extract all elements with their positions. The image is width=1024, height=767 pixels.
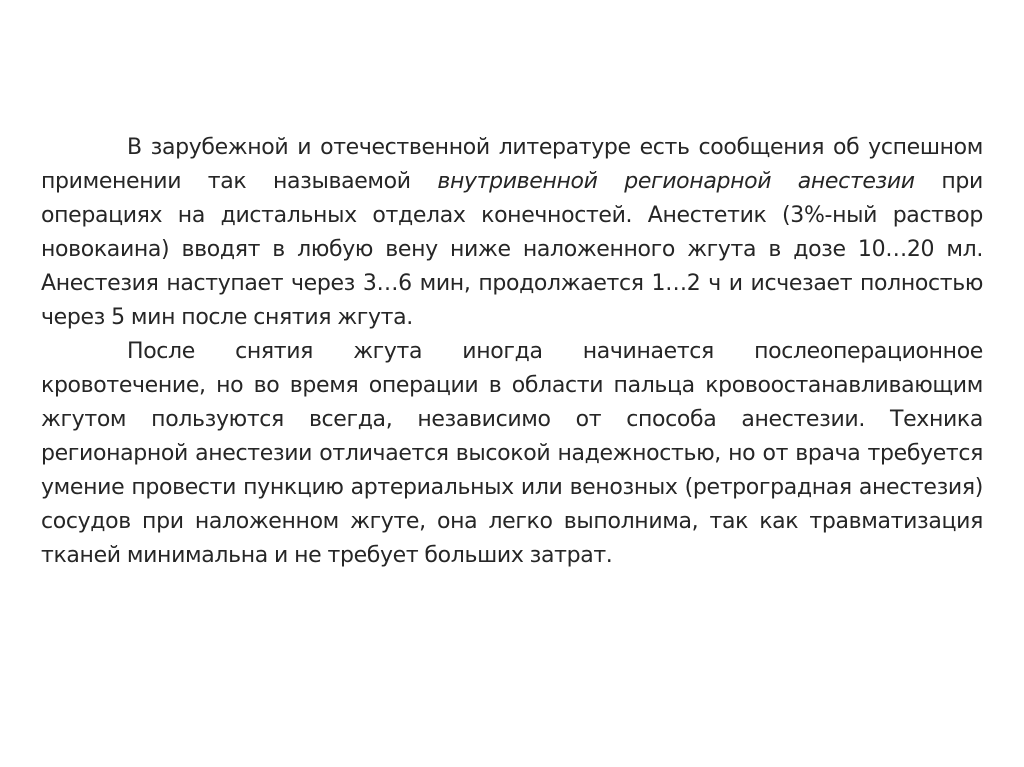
paragraph-1 [41,131,983,335]
body-text [41,131,983,573]
paragraph-2: После снятия жгута иногда начинается послеоперационное кровотечение, но во время операции в области пальца кровоостанавливающим жгутом пользуются всегда, независимо от способа анестезии. Техника регионарной анестезии отличается высокой надежностью, но от врача требуется умение провести пункцию артериальных или венозных (ретроградная анестезия) сосудов при наложенном жгуте, она легко выполнима, так как травматизация тканей минимальна и не требует больших затрат. [41,339,983,568]
paragraph-1-lead: В зарубежной и отечественной литературе есть сообщения об успешном применении так называемой [41,135,983,194]
paragraph-1-italic-term: внутривенной регионарной анестезии [437,169,915,194]
paragraph-1-rest: при операциях на дистальных отделах конечностей. Анестетик (3%-ный раствор новокаина) вводят в любую вену ниже наложенного жгута в дозе 10…20 мл. Анестезия наступает через 3…6 мин, продолжается 1…2 ч и исчезает полностью через 5 мин после снятия жгута. [41,169,983,330]
